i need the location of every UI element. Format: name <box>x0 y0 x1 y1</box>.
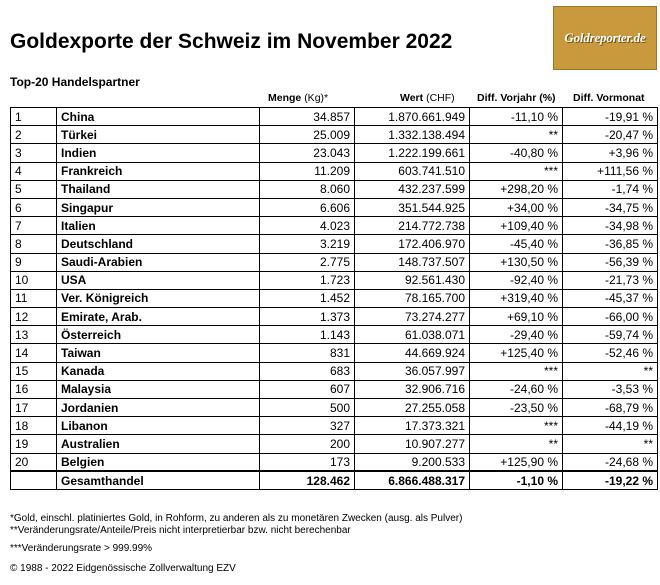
cell-vormonat: -1,74 % <box>563 180 658 198</box>
cell-wert: 214.772.738 <box>355 217 470 235</box>
cell-wert: 92.561.430 <box>355 271 470 289</box>
cell-vormonat: +111,56 % <box>563 162 658 180</box>
cell-vormonat: -52,46 % <box>563 344 658 362</box>
cell-menge: 327 <box>260 417 355 435</box>
cell-menge: 25.009 <box>260 126 355 144</box>
footnote-1: *Gold, einschl. platiniertes Gold, in Rohform, zu anderen als zu monetären Zwecken (ausg. als Pulver) <box>10 513 463 524</box>
cell-vorjahr: -11,10 % <box>470 108 563 126</box>
cell-wert: 78.165.700 <box>355 289 470 307</box>
table-row <box>11 453 658 471</box>
cell-rank: 13 <box>11 326 57 344</box>
cell-menge: 500 <box>260 399 355 417</box>
cell-menge: 1.373 <box>260 308 355 326</box>
cell-vormonat: -59,74 % <box>563 326 658 344</box>
table-subtitle: Top-20 Handelspartner <box>10 75 140 89</box>
table-row <box>11 289 658 307</box>
cell-vormonat: -24,68 % <box>563 453 658 471</box>
cell-wert: 61.038.071 <box>355 326 470 344</box>
cell-vorjahr: -40,80 % <box>470 144 563 162</box>
cell-rank: 9 <box>11 253 57 271</box>
cell-rank: 14 <box>11 344 57 362</box>
table-row <box>11 417 658 435</box>
cell-country: USA <box>57 271 260 289</box>
cell-menge: 23.043 <box>260 144 355 162</box>
header-wert: Wert (CHF) <box>400 92 455 104</box>
table-row <box>11 380 658 398</box>
goldreporter-logo <box>553 6 657 70</box>
cell-vormonat: -66,00 % <box>563 308 658 326</box>
cell-vormonat: +3,96 % <box>563 144 658 162</box>
cell-vormonat: -34,98 % <box>563 217 658 235</box>
cell-country: Taiwan <box>57 344 260 362</box>
cell-country: Jordanien <box>57 399 260 417</box>
cell-rank: 19 <box>11 435 57 453</box>
cell-vormonat: -21,73 % <box>563 271 658 289</box>
cell-country: Saudi-Arabien <box>57 253 260 271</box>
cell-rank: 10 <box>11 271 57 289</box>
cell-menge: 34.857 <box>260 108 355 126</box>
cell-vorjahr: +319,40 % <box>470 289 563 307</box>
cell-vormonat: -45,37 % <box>563 289 658 307</box>
cell-country: Frankreich <box>57 162 260 180</box>
table-row <box>11 326 658 344</box>
cell-rank: 18 <box>11 417 57 435</box>
cell-rank: 15 <box>11 362 57 380</box>
cell-country: Italien <box>57 217 260 235</box>
table-row <box>11 108 658 126</box>
cell-country: China <box>57 108 260 126</box>
table-row <box>11 308 658 326</box>
total-vorjahr: -1,10 % <box>470 471 563 489</box>
table-row <box>11 198 658 216</box>
total-label: Gesamthandel <box>57 471 260 489</box>
cell-wert: 351.544.925 <box>355 198 470 216</box>
cell-vormonat: -68,79 % <box>563 399 658 417</box>
cell-vorjahr: +130,50 % <box>470 253 563 271</box>
cell-menge: 831 <box>260 344 355 362</box>
cell-wert: 603.741.510 <box>355 162 470 180</box>
cell-rank: 17 <box>11 399 57 417</box>
cell-vorjahr: ** <box>470 435 563 453</box>
cell-menge: 2.775 <box>260 253 355 271</box>
cell-vormonat: -36,85 % <box>563 235 658 253</box>
cell-wert: 148.737.507 <box>355 253 470 271</box>
table-row <box>11 399 658 417</box>
cell-menge: 3.219 <box>260 235 355 253</box>
cell-country: Belgien <box>57 453 260 471</box>
cell-menge: 607 <box>260 380 355 398</box>
cell-vorjahr: +69,10 % <box>470 308 563 326</box>
cell-country: Indien <box>57 144 260 162</box>
cell-vorjahr: *** <box>470 162 563 180</box>
cell-rank: 8 <box>11 235 57 253</box>
table-row <box>11 162 658 180</box>
header-menge: Menge (Kg)* <box>268 92 329 104</box>
table-row <box>11 217 658 235</box>
cell-menge: 1.143 <box>260 326 355 344</box>
cell-vorjahr: +109,40 % <box>470 217 563 235</box>
cell-vorjahr: *** <box>470 417 563 435</box>
table-row <box>11 271 658 289</box>
total-row <box>11 471 658 489</box>
cell-wert: 1.870.661.949 <box>355 108 470 126</box>
footnote-3: ***Veränderungsrate > 999.99% <box>10 543 153 554</box>
cell-vormonat: ** <box>563 435 658 453</box>
cell-wert: 172.406.970 <box>355 235 470 253</box>
cell-rank: 20 <box>11 453 57 471</box>
total-wert: 6.866.488.317 <box>355 471 470 489</box>
table-row <box>11 253 658 271</box>
cell-wert: 32.906.716 <box>355 380 470 398</box>
cell-rank: 7 <box>11 217 57 235</box>
cell-rank: 1 <box>11 108 57 126</box>
cell-wert: 36.057.997 <box>355 362 470 380</box>
footnote-2: **Veränderungsrate/Anteile/Preis nicht interpretierbar bzw. nicht berechenbar <box>10 525 351 536</box>
cell-country: Malaysia <box>57 380 260 398</box>
total-rank-empty <box>11 471 57 489</box>
cell-rank: 12 <box>11 308 57 326</box>
cell-wert: 73.274.277 <box>355 308 470 326</box>
cell-country: Österreich <box>57 326 260 344</box>
cell-wert: 9.200.533 <box>355 453 470 471</box>
cell-vormonat: -19,91 % <box>563 108 658 126</box>
cell-vorjahr: ** <box>470 126 563 144</box>
cell-wert: 432.237.599 <box>355 180 470 198</box>
cell-wert: 44.669.924 <box>355 344 470 362</box>
cell-wert: 27.255.058 <box>355 399 470 417</box>
table-row <box>11 180 658 198</box>
cell-menge: 173 <box>260 453 355 471</box>
total-menge: 128.462 <box>260 471 355 489</box>
table-row <box>11 126 658 144</box>
cell-vorjahr: +34,00 % <box>470 198 563 216</box>
table-row <box>11 144 658 162</box>
cell-vorjahr: +125,90 % <box>470 453 563 471</box>
table-row <box>11 435 658 453</box>
cell-country: Libanon <box>57 417 260 435</box>
cell-vormonat: -34,75 % <box>563 198 658 216</box>
cell-rank: 4 <box>11 162 57 180</box>
cell-vorjahr: -29,40 % <box>470 326 563 344</box>
table-row <box>11 235 658 253</box>
header-vorjahr: Diff. Vorjahr (%) <box>477 92 556 104</box>
cell-country: Singapur <box>57 198 260 216</box>
cell-country: Türkei <box>57 126 260 144</box>
cell-vorjahr: -23,50 % <box>470 399 563 417</box>
table-row <box>11 344 658 362</box>
cell-menge: 1.723 <box>260 271 355 289</box>
cell-vorjahr: -92,40 % <box>470 271 563 289</box>
cell-vorjahr: +125,40 % <box>470 344 563 362</box>
cell-menge: 6.606 <box>260 198 355 216</box>
cell-menge: 200 <box>260 435 355 453</box>
cell-vormonat: -3,53 % <box>563 380 658 398</box>
cell-rank: 2 <box>11 126 57 144</box>
cell-rank: 3 <box>11 144 57 162</box>
cell-vorjahr: +298,20 % <box>470 180 563 198</box>
cell-country: Ver. Königreich <box>57 289 260 307</box>
cell-wert: 1.222.199.661 <box>355 144 470 162</box>
cell-vormonat: ** <box>563 362 658 380</box>
total-vormonat: -19,22 % <box>563 471 658 489</box>
cell-vormonat: -56,39 % <box>563 253 658 271</box>
cell-rank: 11 <box>11 289 57 307</box>
cell-country: Australien <box>57 435 260 453</box>
cell-menge: 11.209 <box>260 162 355 180</box>
cell-country: Emirate, Arab. <box>57 308 260 326</box>
cell-wert: 1.332.138.494 <box>355 126 470 144</box>
cell-menge: 4.023 <box>260 217 355 235</box>
cell-vormonat: -44,19 % <box>563 417 658 435</box>
header-vormonat: Diff. Vormonat <box>573 92 645 104</box>
copyright: © 1988 - 2022 Eidgenössische Zollverwaltung EZV <box>10 563 236 574</box>
page-title: Goldexporte der Schweiz im November 2022 <box>10 30 453 53</box>
trade-partner-table <box>10 107 658 490</box>
cell-country: Kanada <box>57 362 260 380</box>
table-row <box>11 362 658 380</box>
cell-rank: 16 <box>11 380 57 398</box>
cell-vorjahr: -24,60 % <box>470 380 563 398</box>
cell-vorjahr: -45,40 % <box>470 235 563 253</box>
cell-vormonat: -20,47 % <box>563 126 658 144</box>
cell-vorjahr: *** <box>470 362 563 380</box>
logo-text: Goldreporter.de <box>564 30 646 45</box>
cell-country: Deutschland <box>57 235 260 253</box>
footnotes <box>10 513 462 555</box>
cell-rank: 5 <box>11 180 57 198</box>
cell-rank: 6 <box>11 198 57 216</box>
cell-country: Thailand <box>57 180 260 198</box>
cell-wert: 10.907.277 <box>355 435 470 453</box>
cell-wert: 17.373.321 <box>355 417 470 435</box>
cell-menge: 8.060 <box>260 180 355 198</box>
cell-menge: 683 <box>260 362 355 380</box>
cell-menge: 1.452 <box>260 289 355 307</box>
